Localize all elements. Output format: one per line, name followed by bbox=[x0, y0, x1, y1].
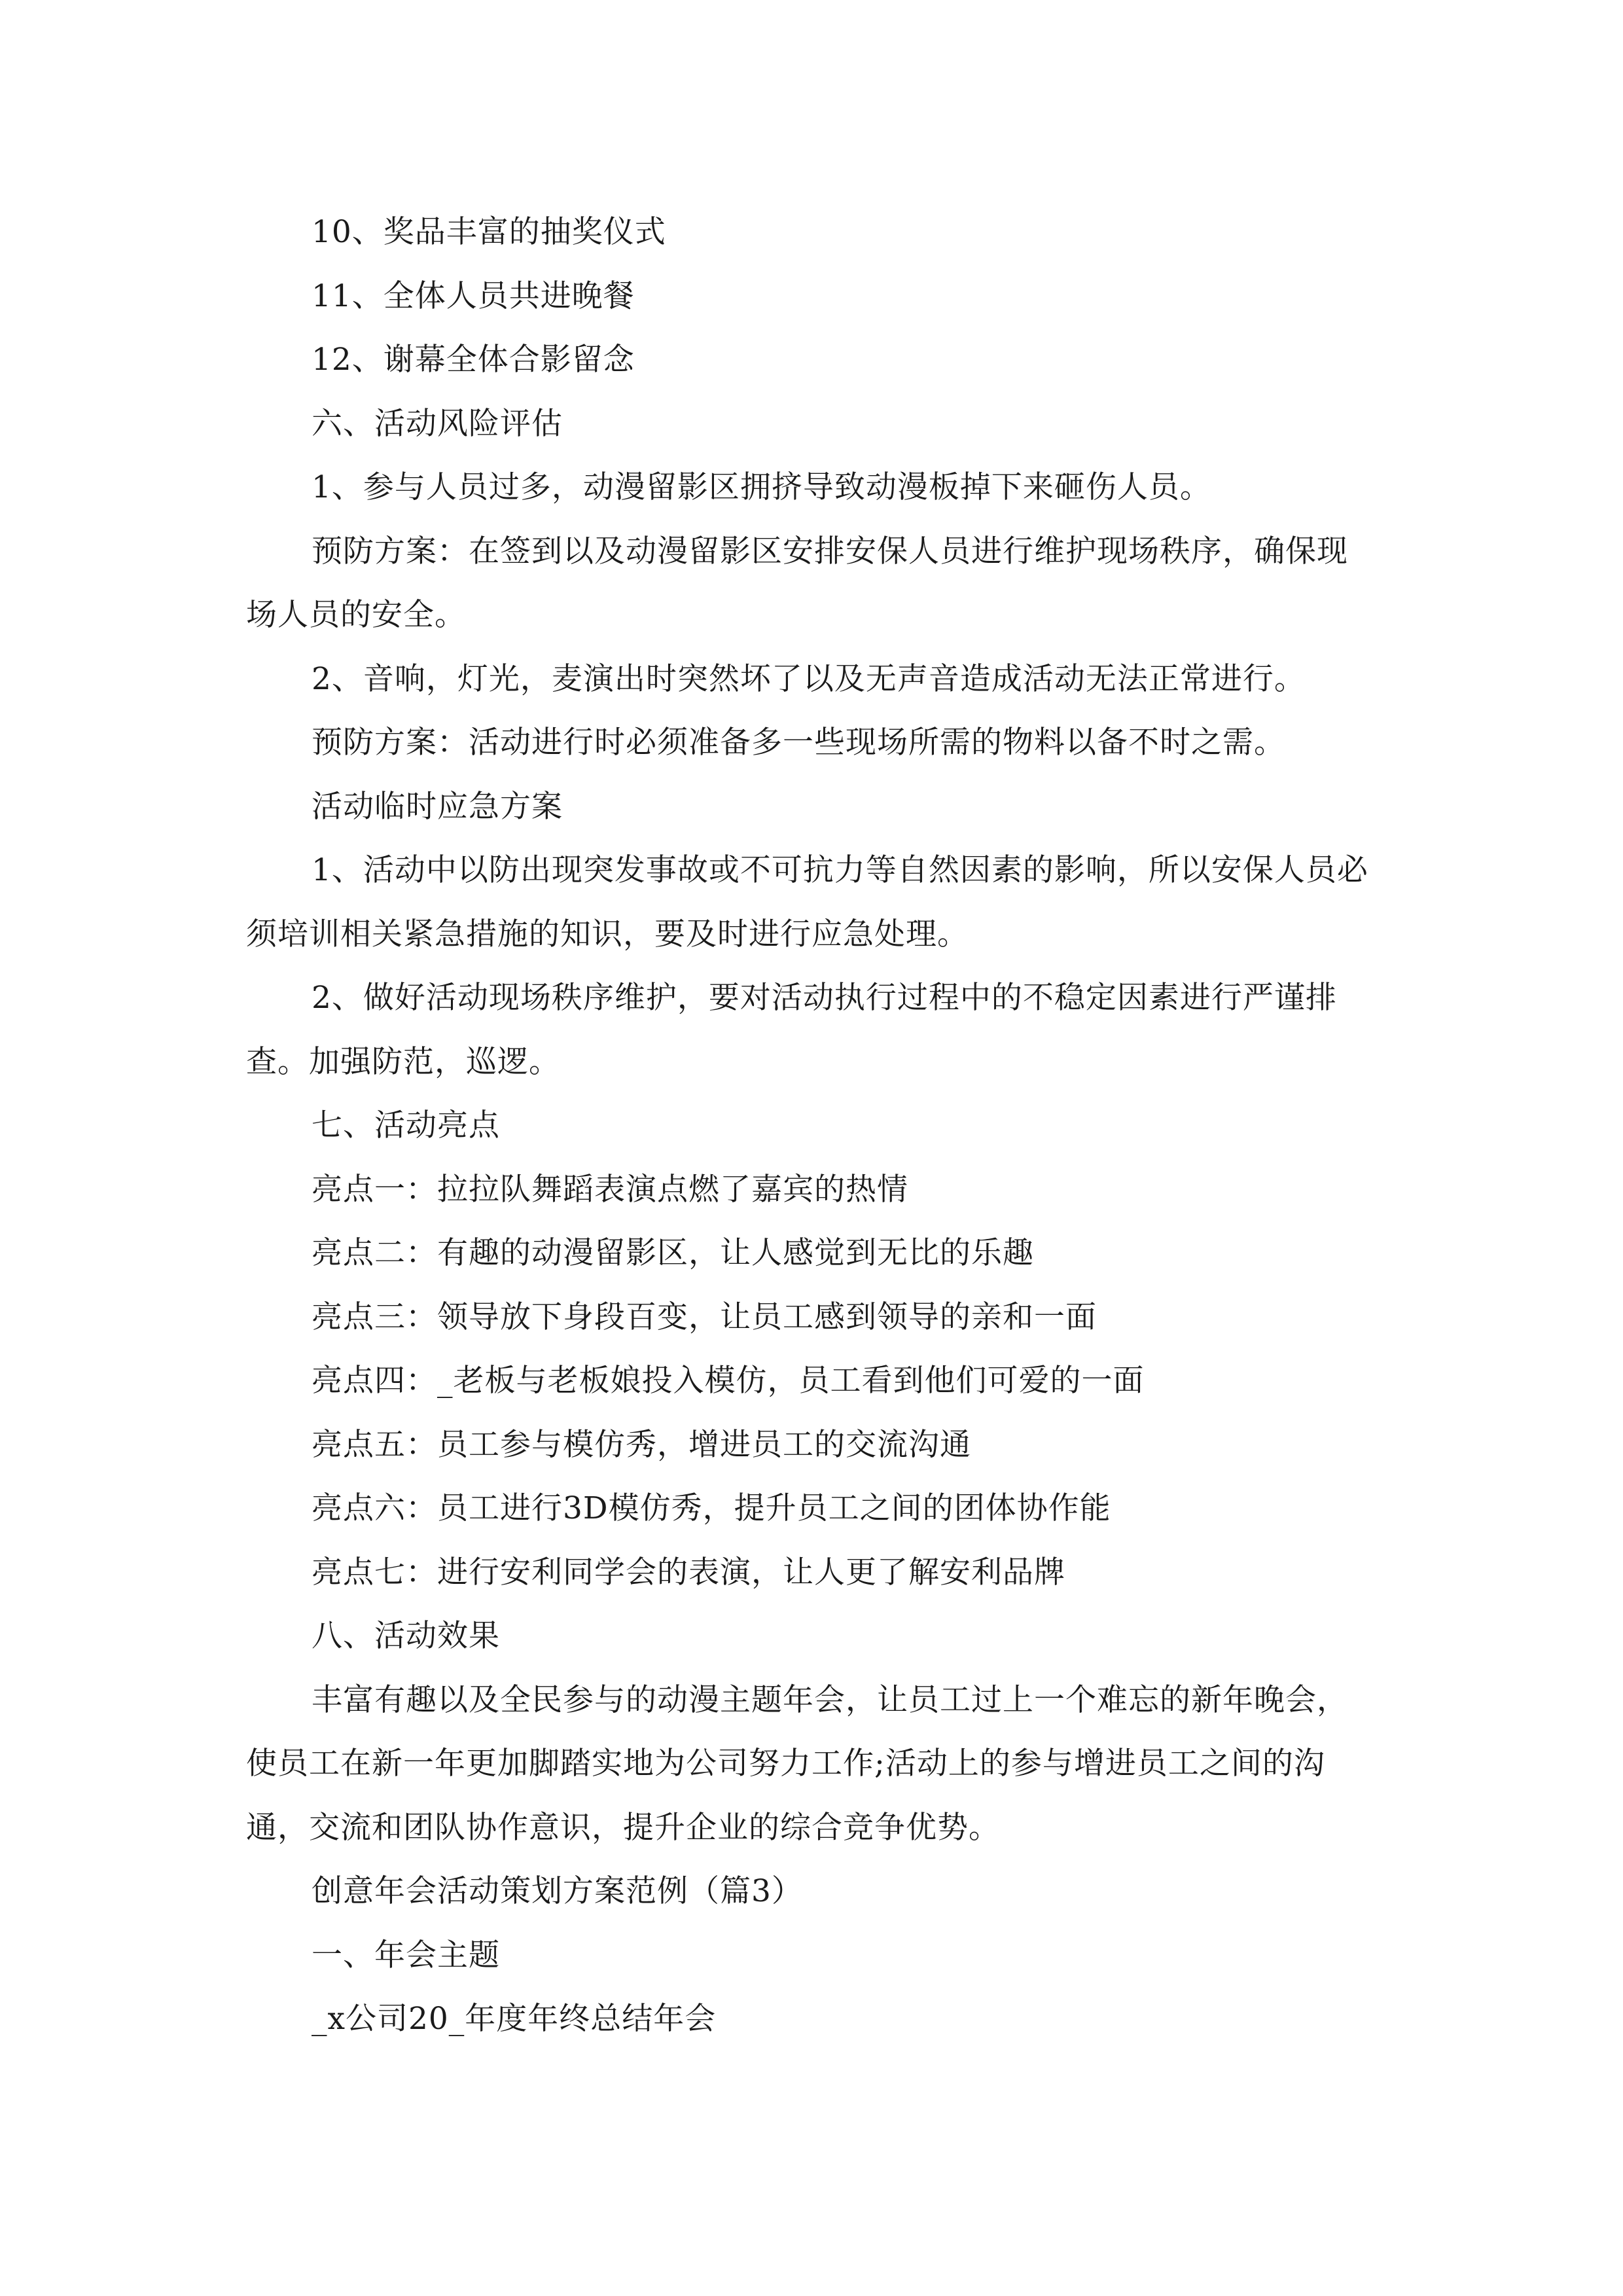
theme-text: _x公司20_年度年终总结年会 bbox=[312, 2001, 717, 2037]
prevention-plan-2: 预防方案：活动进行时必须准备多一些现场所需的物料以备不时之需。 bbox=[312, 725, 1285, 761]
highlight-item-3: 亮点三：领导放下身段百变，让员工感到领导的亲和一面 bbox=[312, 1299, 1097, 1335]
highlight-item-4: 亮点四：_老板与老板娘投入模仿，员工看到他们可爱的一面 bbox=[312, 1363, 1145, 1399]
risk-item-1: 1、参与人员过多，动漫留影区拥挤导致动漫板掉下来砸伤人员。 bbox=[312, 469, 1211, 505]
risk-item-2: 2、音响，灯光，麦演出时突然坏了以及无声音造成活动无法正常进行。 bbox=[312, 660, 1306, 697]
prevention-plan-1: 预防方案：在签到以及动漫留影区安排安保人员进行维护现场秩序，确保现场人员的安全。 bbox=[246, 533, 1348, 633]
list-item-dinner: 11、全体人员共进晚餐 bbox=[312, 278, 635, 314]
highlight-item-7: 亮点七：进行安利同学会的表演，让人更了解安利品牌 bbox=[312, 1554, 1065, 1590]
subheading-emergency-plan: 活动临时应急方案 bbox=[312, 788, 563, 825]
highlight-item-6: 亮点六：员工进行3D模仿秀，提升员工之间的团体协作能 bbox=[312, 1490, 1111, 1526]
list-item-group-photo: 12、谢幕全体合影留念 bbox=[312, 342, 635, 378]
emergency-item-2: 2、做好活动现场秩序维护，要对活动执行过程中的不稳定因素进行严谨排查。加强防范，巡逻。 bbox=[246, 980, 1337, 1080]
document-body bbox=[246, 200, 1378, 2051]
effects-paragraph: 丰富有趣以及全民参与的动漫主题年会，让员工过上一个难忘的新年晚会，使员工在新一年更加脚踏实地为公司努力工作;活动上的参与增进员工之间的沟通，交流和团队协作意识，提升企业的综合竞争优势。 bbox=[246, 1681, 1348, 1846]
highlight-item-2: 亮点二：有趣的动漫留影区，让人感觉到无比的乐趣 bbox=[312, 1235, 1034, 1271]
section-heading-effects: 八、活动效果 bbox=[312, 1618, 500, 1654]
section-heading-risk-assessment: 六、活动风险评估 bbox=[312, 405, 563, 442]
highlight-item-1: 亮点一：拉拉队舞蹈表演点燃了嘉宾的热情 bbox=[312, 1171, 908, 1208]
list-item-prize-draw: 10、奖品丰富的抽奖仪式 bbox=[312, 214, 666, 250]
section-heading-highlights: 七、活动亮点 bbox=[312, 1107, 500, 1143]
section-heading-theme: 一、年会主题 bbox=[312, 1937, 500, 1973]
highlight-item-5: 亮点五：员工参与模仿秀，增进员工的交流沟通 bbox=[312, 1426, 971, 1463]
emergency-item-1: 1、活动中以防出现突发事故或不可抗力等自然因素的影响，所以安保人员必须培训相关紧急措施的知识，要及时进行应急处理。 bbox=[246, 852, 1368, 952]
article-title-part3: 创意年会活动策划方案范例（篇3） bbox=[312, 1873, 803, 1909]
